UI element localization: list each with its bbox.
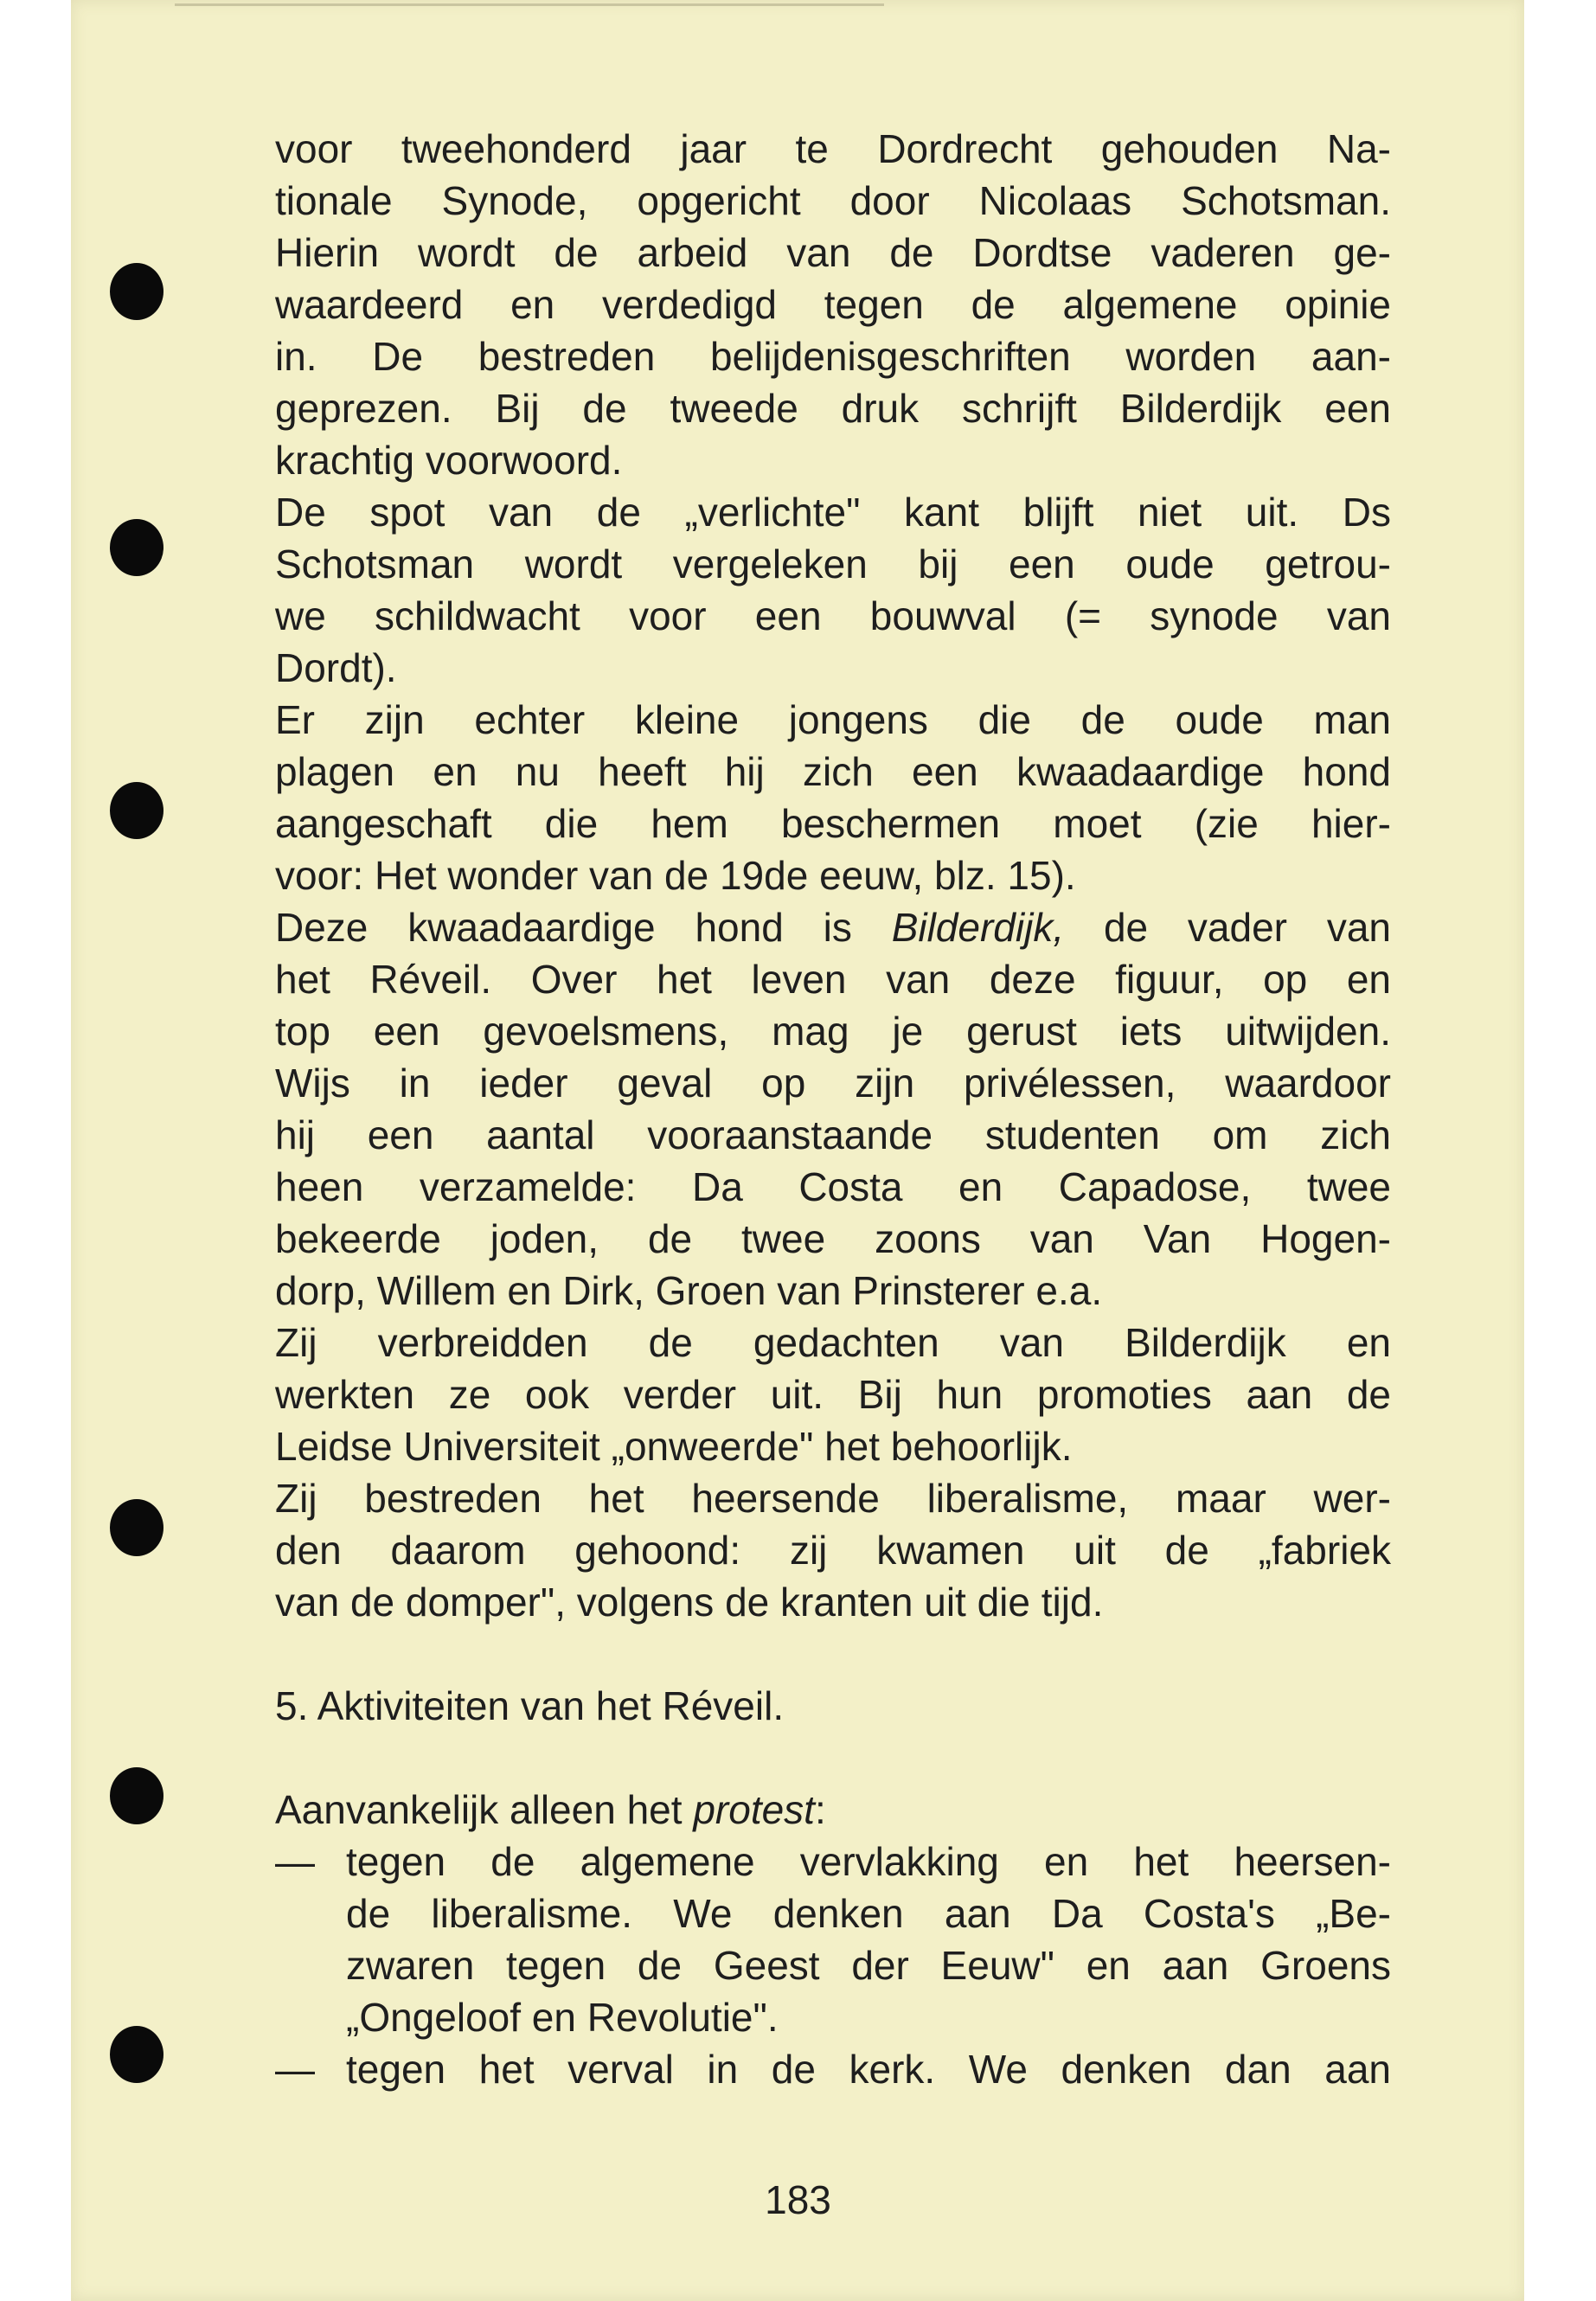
spacer	[275, 1732, 1391, 1784]
text-line: krachtig voorwoord.	[275, 438, 623, 483]
text-line: den daarom gehoond: zij kwamen uit de „fabriek	[275, 1528, 1391, 1573]
text-line: Wijs in ieder geval op zijn privélessen, waardoor	[275, 1061, 1391, 1106]
text-line: plagen en nu heeft hij zich een kwaadaardige hond	[275, 749, 1391, 794]
paragraph-verbreidden	[275, 1317, 1391, 1472]
text-line: Er zijn echter kleine jongens die de oude man	[275, 697, 1391, 742]
punch-hole-6	[110, 2026, 163, 2083]
text-line: tegen het verval in de kerk. We denken dan aan	[346, 2047, 1391, 2092]
italic-name-bilderdijk: Bilderdijk,	[891, 905, 1065, 950]
text-line: hij een aantal vooraanstaande studenten om zich	[275, 1112, 1391, 1157]
text-line: De spot van de „verlichte" kant blijft niet uit. Ds	[275, 490, 1391, 535]
page-text	[275, 123, 1391, 2095]
text-run: Deze kwaadaardige hond is	[275, 905, 892, 950]
text-line: tegen de algemene vervlakking en het heersen-	[346, 1839, 1391, 1884]
text-line: Zij bestreden het heersende liberalisme, maar wer-	[275, 1476, 1391, 1521]
text-line: Dordt).	[275, 645, 397, 690]
text-line: we schildwacht voor een bouwval (= synode van	[275, 593, 1391, 638]
text-line	[275, 901, 1391, 953]
text-run: de vader van	[1064, 905, 1391, 950]
paragraph-synode	[275, 123, 1391, 486]
text-run: :	[814, 1787, 826, 1832]
paragraph-bilderdijk	[275, 901, 1391, 1317]
text-line: van de domper", volgens de kranten uit die tijd.	[275, 1580, 1104, 1625]
text-line: Zij verbreidden de gedachten van Bilderdijk en	[275, 1320, 1391, 1365]
text-line: tionale Synode, opgericht door Nicolaas Schotsman.	[275, 178, 1391, 223]
text-line: de liberalisme. We denken aan Da Costa's „Be-	[346, 1891, 1391, 1936]
italic-protest: protest	[693, 1787, 815, 1832]
list-item	[275, 1836, 1391, 2043]
text-line: Leidse Universiteit „onweerde" het behoorlijk.	[275, 1424, 1073, 1469]
text-line: Hierin wordt de arbeid van de Dordtse vaderen ge-	[275, 230, 1391, 275]
text-line: het Réveil. Over het leven van deze figuur, op en	[275, 957, 1391, 1002]
text-line: heen verzamelde: Da Costa en Capadose, twee	[275, 1164, 1391, 1209]
spacer	[275, 1628, 1391, 1680]
section-heading: 5. Aktiviteiten van het Réveil.	[275, 1683, 785, 1728]
text-line: werkten ze ook verder uit. Bij hun promoties aan de	[275, 1372, 1391, 1417]
text-line: geprezen. Bij de tweede druk schrijft Bilderdijk een	[275, 386, 1391, 431]
punch-hole-5	[110, 1767, 163, 1824]
text-line: voor: Het wonder van de 19de eeuw, blz. 15).	[275, 853, 1076, 898]
section-intro	[275, 1784, 1391, 1836]
text-line: voor tweehonderd jaar te Dordrecht gehouden Na-	[275, 126, 1391, 171]
dash-bullet: —	[275, 2047, 315, 2092]
punch-hole-2	[110, 519, 163, 576]
punch-hole-1	[110, 263, 163, 320]
list-item	[275, 2043, 1391, 2095]
text-line: in. De bestreden belijdenisgeschriften worden aan-	[275, 334, 1391, 379]
text-line: bekeerde joden, de twee zoons van Van Hogen-	[275, 1216, 1391, 1261]
text-line: Schotsman wordt vergeleken bij een oude getrou-	[275, 542, 1391, 586]
punch-hole-3	[110, 782, 163, 839]
text-line: aangeschaft die hem beschermen moet (zie hier-	[275, 801, 1391, 846]
text-line: dorp, Willem en Dirk, Groen van Prinsterer e.a.	[275, 1268, 1103, 1313]
paragraph-spot	[275, 486, 1391, 694]
text-line: waardeerd en verdedigd tegen de algemene opinie	[275, 282, 1391, 327]
text-line: zwaren tegen de Geest der Eeuw" en aan Groens	[346, 1943, 1391, 1988]
dash-bullet: —	[275, 1839, 315, 1884]
page-number: 183	[765, 2177, 831, 2222]
paragraph-jongens	[275, 694, 1391, 901]
text-line: top een gevoelsmens, mag je gerust iets uitwijden.	[275, 1009, 1391, 1054]
text-run: Aanvankelijk alleen het	[275, 1787, 694, 1832]
punch-hole-4	[110, 1499, 163, 1556]
top-edge-rule	[175, 3, 884, 6]
text-line: „Ongeloof en Revolutie".	[346, 1995, 779, 2040]
paragraph-bestreden	[275, 1472, 1391, 1628]
